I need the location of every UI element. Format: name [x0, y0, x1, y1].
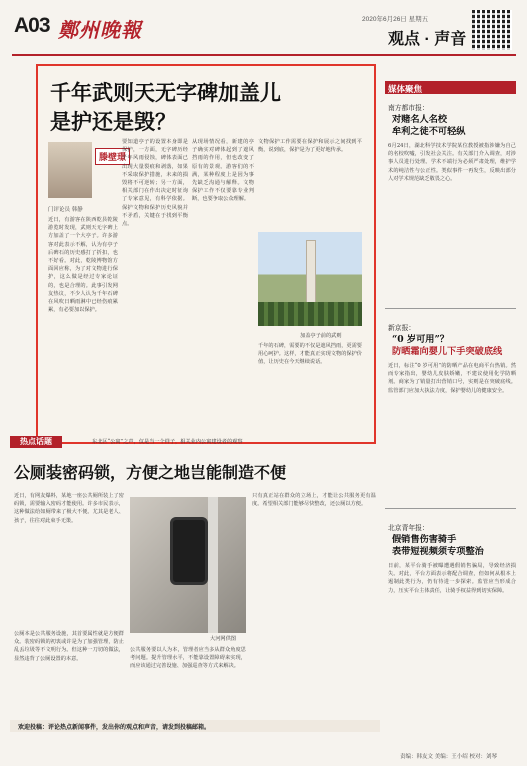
- feature-col-5: 千年的石碑，需要的不仅是遮风挡雨，更需要用心呵护。这样，才能真正实现文物的保护价值，让历史在今天继续说话。: [258, 343, 362, 366]
- sidebar-item-2-title-line1: “0 岁可用”？: [392, 334, 449, 345]
- issue-date: 2020年6月26日 星期五: [362, 16, 429, 23]
- hot-col-3: 公共服务要以人为本，管理者应当多从群众角度思考问题。提升管理水平，不能靠设置障碍来实现，而应该通过完善设施、加强巡查等方式来解决。: [130, 647, 246, 670]
- media-focus-tag: 媒体聚焦: [388, 84, 423, 94]
- sidebar-divider: [385, 508, 516, 509]
- masthead-rule: [12, 54, 516, 56]
- feature-headline-line1: 千年武则天无字碑加盖儿: [50, 80, 281, 105]
- hot-col-1: 近日，有网友爆料，某地一座公共厕所装上了密码锁，需要输入密码才能使用。许多市民表示，这种做法给如厕带来了极大不便。尤其是老人、孩子，往往对此束手无策。: [14, 493, 124, 524]
- qr-code-icon: [472, 10, 512, 50]
- sidebar-divider: [385, 308, 516, 309]
- feature-col-4: 文物保护工作需要在保护和展示之间找到平衡，说到底，保护是为了更好地传承。: [258, 139, 362, 154]
- sidebar-item-1-body: 6月24日，湖北科学技术学院某位教授被指涉嫌为自己的名校吹嘘，引发社会关注。有关部门介入调查，对涉事人员进行处理。学术不端行为必须严肃处理，维护学术的纯洁性与公正性。类似事件一再发生，反映出部分人对学术规范缺乏敬畏之心。: [388, 143, 516, 182]
- feature-col-2: 要知道亭子的设置本身即是保护，一方面，无字碑历经千年风雨侵蚀，碑体表面已出现大量裂痕和剥落，如果不采取保护措施，未来的损毁将不可逆转；另一方面，相关部门在作出决定时征询了专家意见，有科学依据。保护文物和保护历史风貌并不矛盾，关键在于找到平衡点。: [122, 139, 188, 228]
- feature-col-3: 从现场情况看，新建的亭子确实对碑体起到了遮风挡雨的作用，但也改变了原有的景观。游客们的不满，某种程度上是因为事先缺乏沟通与解释。文物保护工作不仅要靠专业判断，也要争取公众理解。: [192, 139, 254, 203]
- byline: 门评论员 韩静: [48, 207, 83, 213]
- toilet-lock-photo: [130, 497, 246, 633]
- feature-col-1: 近日，有游客在陕西乾县乾陵游览时发现，武则天无字碑上方加盖了一个大亭子。许多游客对此表示不解，认为有亭子后碑石的历史感打了折扣，也不好看。对此，乾陵博物馆方面回应称，为了对文物进行保护，这么做是经过专家论证的，也是合理的。此事引发网友热议，不少人认为千年石碑在风吹日晒雨淋中已经伤痕累累，有必要加以保护。: [48, 217, 118, 314]
- sidebar-item-3-source: 北京青年报：: [388, 524, 429, 532]
- hot-topic-tag: 热点话题: [10, 436, 62, 448]
- sidebar-item-1-title-line1: 对赌名人名校: [392, 114, 448, 125]
- sidebar-item-1-title-line2: 牟利之徒不可轻纵: [392, 126, 466, 137]
- editor-credits: 责编：韩友文 美编：王小绍 校对：刘琴: [400, 754, 497, 760]
- sidebar-item-2-source: 新京报：: [388, 324, 416, 332]
- submission-notice: 欢迎投稿：评论热点新闻事件，发出你的观点和声音，请发到投稿邮箱。: [18, 724, 211, 731]
- sidebar-item-3-body: 日前，某平台骑手被曝遭遇假销售骗局，导致经济损失。对此，平台方面表示将配合调查，但如何从根本上遏制此类行为，仍有待进一步探索。监管应当形成合力，压实平台主体责任，让骑手权益得到切实保障。: [388, 563, 516, 594]
- sidebar-item-2-title-line2: 防晒霜向婴儿下手突破底线: [392, 346, 503, 357]
- hot-topic-subtitle: 东北区“公寓”之声，仅是当一个样子，相关业内公寓建设者的观察: [92, 439, 243, 445]
- sidebar-item-3-title-line2: 表带短视频须专项整治: [392, 546, 484, 557]
- sidebar-item-1-source: 南方都市报：: [388, 104, 429, 112]
- hot-col-4: 只有真正站在群众的立场上，才能让公共服务更有温度。希望相关部门能够尽快整改，还公厕以方便。: [252, 493, 376, 508]
- monument-photo: [258, 232, 362, 326]
- page-code: A03: [14, 14, 50, 37]
- toilet-photo-caption: 大河网供图: [210, 636, 236, 642]
- sidebar-item-3-title-line1: 假销售伤害骑手: [392, 534, 457, 545]
- author-photo: [48, 142, 92, 198]
- hot-col-2: 公厕本是公共服务设施，其首要属性就是方便群众。装密码锁的初衷或许是为了加强管理，防止乱丢垃圾等不文明行为。但这种一刀切的做法，显然违背了公厕设置的本意。: [14, 631, 124, 662]
- author-tag: 滕壁璟: [95, 148, 130, 165]
- sidebar-item-2-body: 近日，标注“0 岁可用”的防晒产品在电商平台热销。然而专家指出，婴幼儿皮肤娇嫩，不建议使用化学防晒剂。商家为了销量打出营销口号，实则是在突破底线。监管部门应加大执法力度，保护婴幼儿的健康安全。: [388, 363, 516, 394]
- section-title: 观点 · 声音: [388, 31, 467, 48]
- paper-name: 鄭州晚報: [58, 18, 142, 42]
- hot-headline: 公厕装密码锁，方便之地岂能制造不便: [14, 463, 287, 482]
- feature-headline-line2: 是护还是毁？: [50, 109, 176, 134]
- monument-photo-caption: 加盖亭子前的武则: [300, 333, 342, 339]
